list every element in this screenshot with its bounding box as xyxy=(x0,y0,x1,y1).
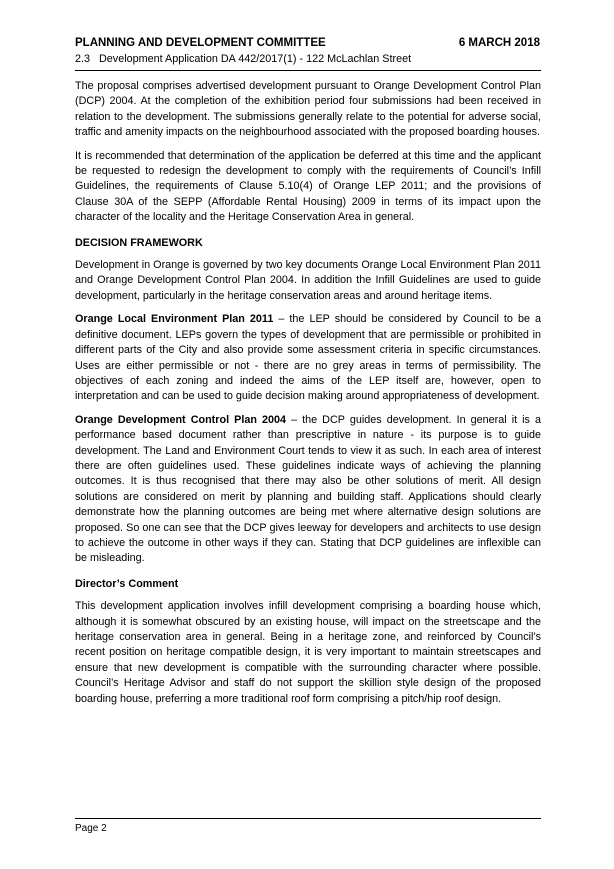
page-number: Page 2 xyxy=(75,823,107,834)
meeting-date: 6 MARCH 2018 xyxy=(458,37,540,49)
lep-lead: Orange Local Environment Plan 2011 xyxy=(75,313,274,326)
item-number: 2.3 xyxy=(75,53,91,65)
lep-text: – the LEP should be considered by Council to be a definitive document. LEPs govern the types of development that are permissible or prohibited in different parts of the City and also provide some assessment criteria in specific circumstances. Uses are either permissible or not - there are no grey areas in terms of permissibility. The objectives of each zoning and indeed the aims of the LEP itself are, however, open to interpretation and can be used to guide decision making around appropriateness of development. xyxy=(75,313,541,403)
paragraph-framework: Development in Orange is governed by two key documents Orange Local Environment Plan 2011 and Orange Development Control Plan 2004. In addition the Infill Guidelines are used to guide development, particularly in the heritage conservation areas and around heritage items. xyxy=(75,259,541,302)
dcp-text: – the DCP guides development. In general it is a performance based document rather than prescriptive in nature - its purpose is to guide development. The Land and Environment Court tends to view it as such. In each area of interest there are often guidelines used. These guidelines indicate ways of achieving the planning outcomes. It is thus recognised that there may also be other solutions of merit. All design solutions are considered on merit by planning and building staff. Applications should clearly demonstrate how the planning outcomes are being met where alternative design solutions are proposed. So one can see that the DCP gives leeway for developers and architects to use design to achieve the outcome in other ways if they can. Stating that DCP guidelines are inflexible can be misleading. xyxy=(75,413,542,565)
header-row xyxy=(75,36,540,51)
header-divider xyxy=(75,70,541,71)
paragraph-proposal: The proposal comprises advertised development pursuant to Orange Development Control Plan (DCP) 2004. At the completion of the exhibition period four submissions had been received in relation to the development. The submissions generally relate to the potential for adverse social, traffic and amenity impacts on the neighbourhood associated with the proposed boarding houses. xyxy=(75,80,541,139)
heading-directors-comment: Director’s Comment xyxy=(75,577,179,590)
document-body xyxy=(75,79,541,715)
item-title: Development Application DA 442/2017(1) - 122 McLachlan Street xyxy=(99,53,412,65)
paragraph-dcp xyxy=(75,413,541,567)
dcp-lead: Orange Development Control Plan 2004 xyxy=(75,413,287,426)
paragraph-lep xyxy=(75,312,541,404)
committee-title: PLANNING AND DEVELOPMENT COMMITTEE xyxy=(75,37,326,49)
paragraph-directors-comment: This development application involves infill development comprising a boarding house which, although it is somewhat obscured by an existing house, will impact on the streetscape and the heritage conservation area in general. Being in a heritage zone, and reinforced by Council’s recent position on heritage compatible design, it is very important to maintain streetscapes and ensure that new development is compatible with the surrounding character where possible. Council’s Heritage Advisor and staff do not support the skillion style design of the proposed boarding house, preferring a more traditional roof form comprising a pitch/hip roof design. xyxy=(75,600,541,705)
heading-decision-framework: DECISION FRAMEWORK xyxy=(75,236,203,249)
paragraph-recommendation: It is recommended that determination of the application be deferred at this time and the applicant be requested to redesign the development to comply with the requirements of Council’s Infill Guidelines, the requirements of Clause 5.10(4) of Orange LEP 2011; and the provisions of Clause 30A of the SEPP (Affordable Rental Housing) 2009 in terms of its impact upon the character of the locality and the Heritage Conservation Area in general. xyxy=(75,149,541,224)
item-subheader xyxy=(75,52,540,67)
page-header xyxy=(75,36,540,67)
footer-divider xyxy=(75,818,541,819)
